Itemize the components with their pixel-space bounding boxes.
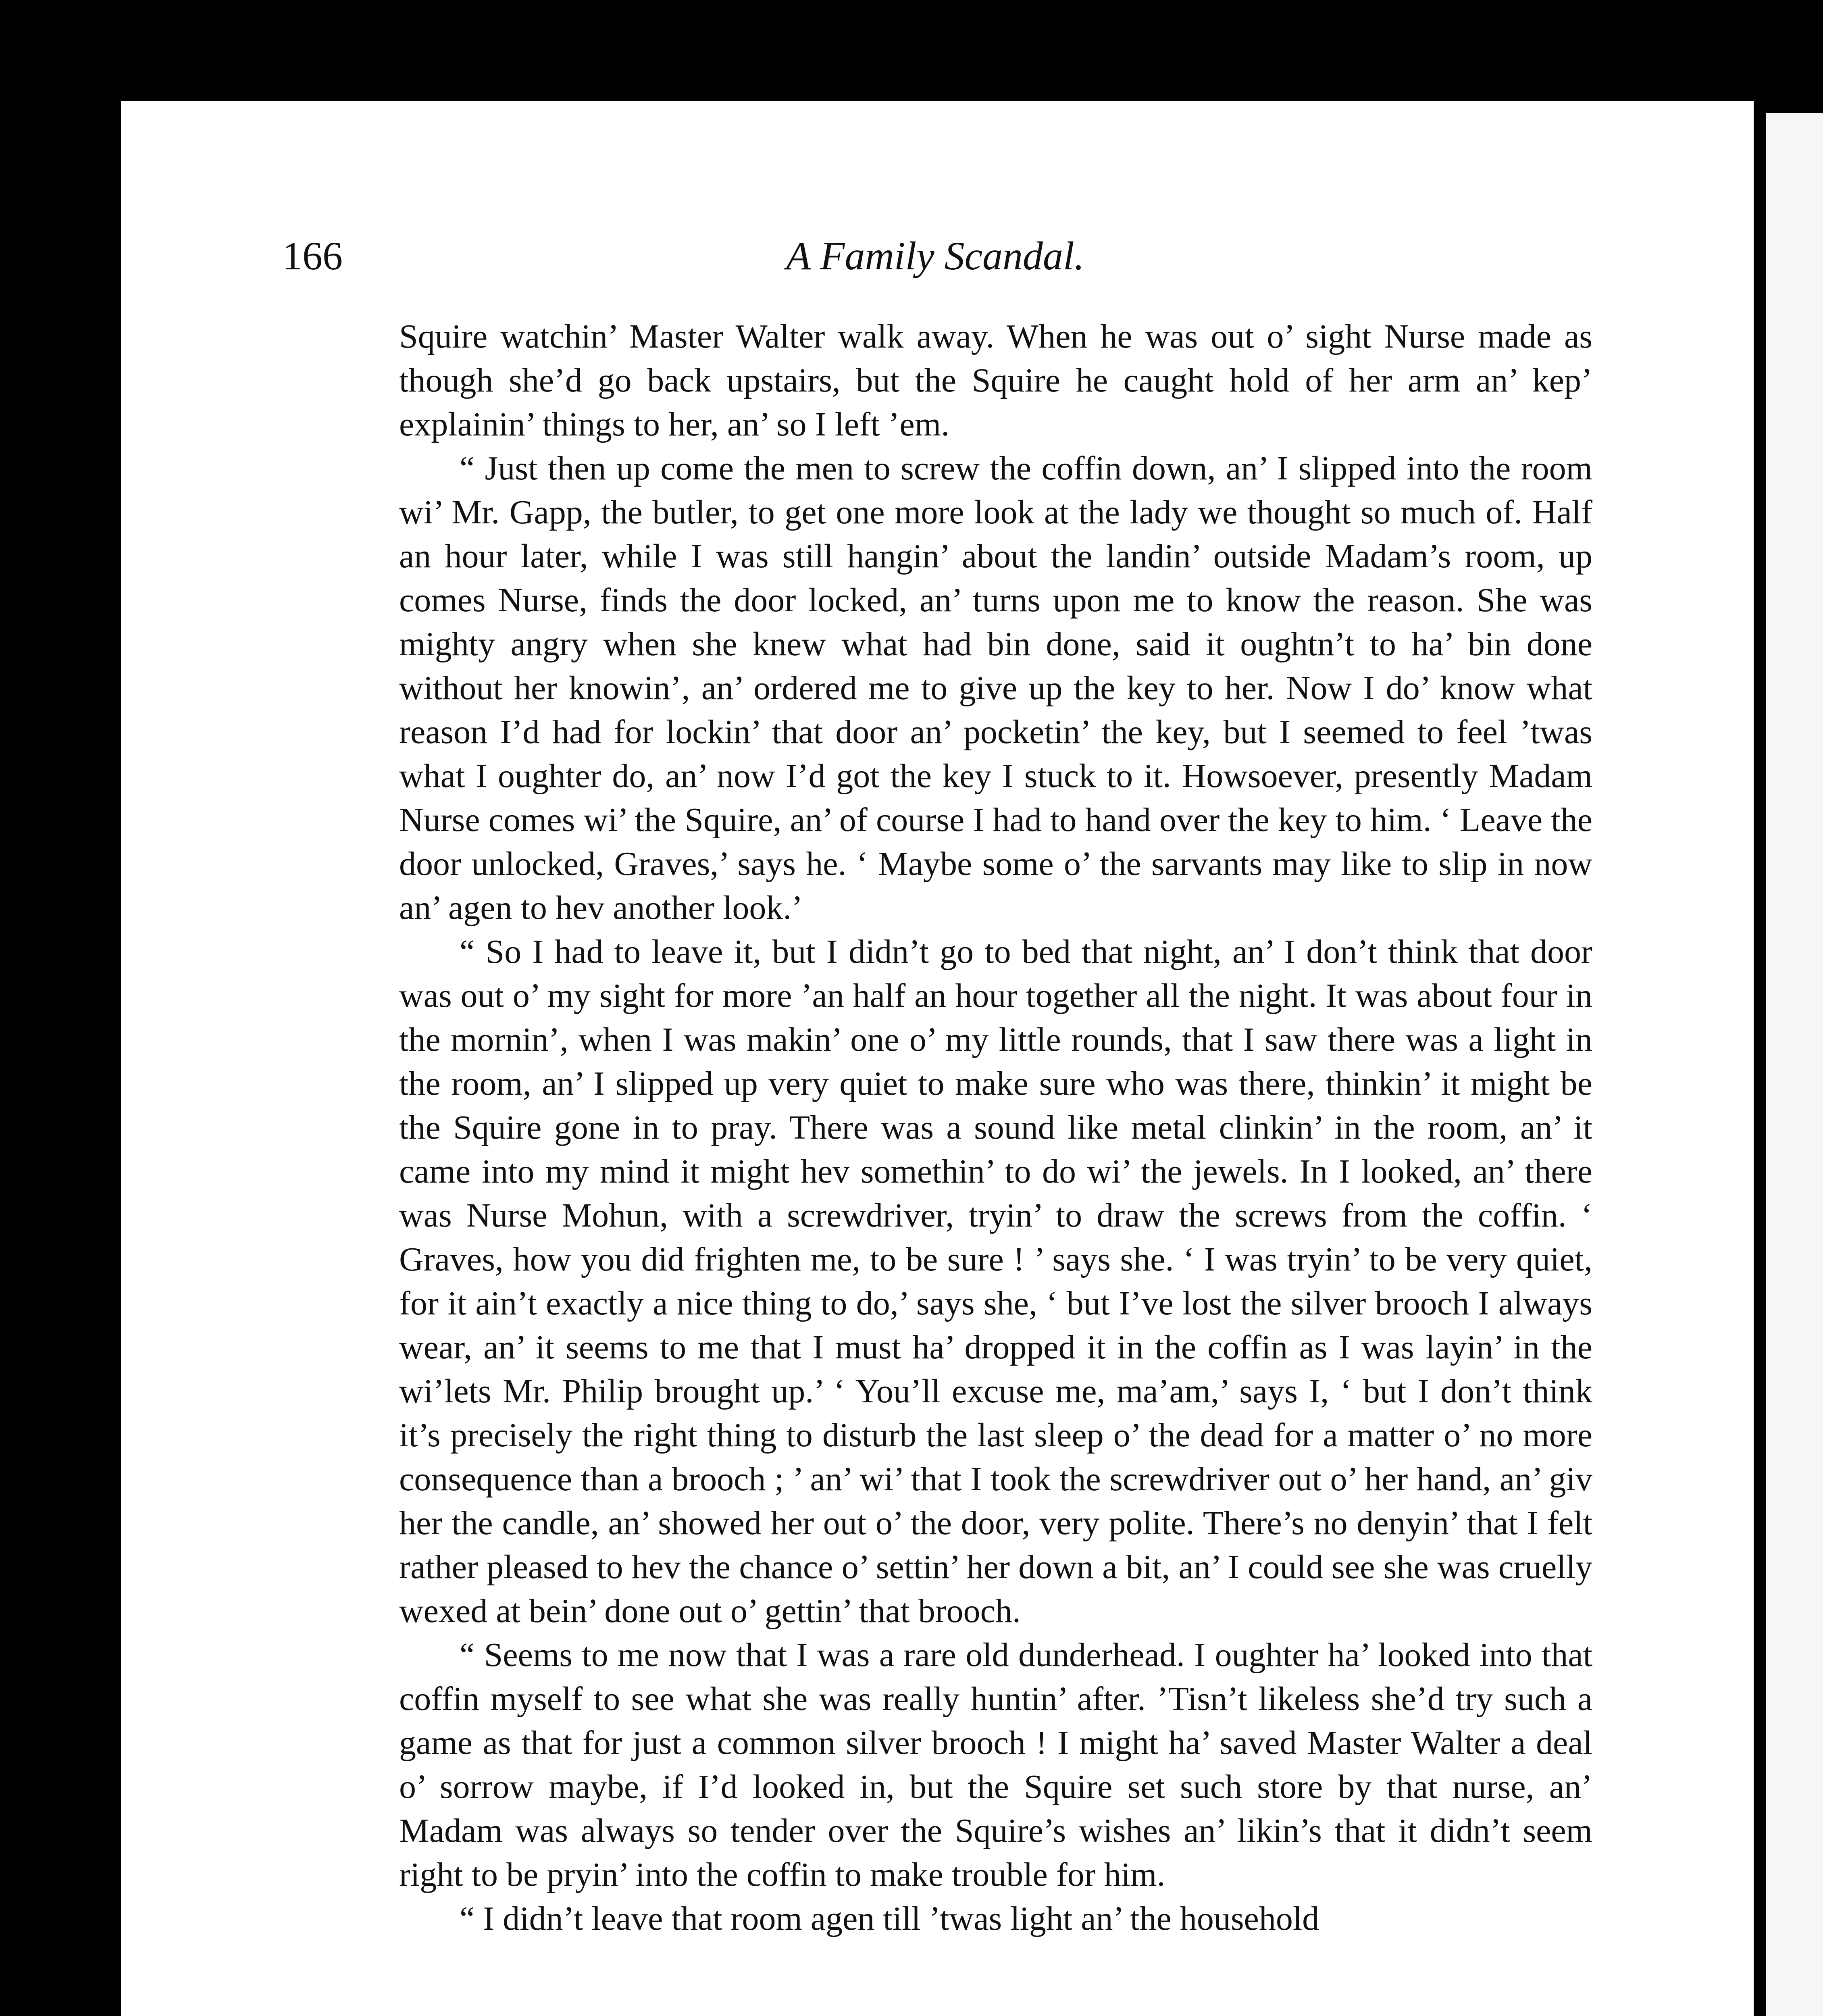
running-head [282,226,1588,286]
next-page-edge [1766,113,1823,2016]
paragraph: Squire watchin’ Master Walter walk away. When he was out o’ sight Nurse made as though she’d go back upstairs, but the Squire he caught hold of her arm an’ kep’ explainin’ things to her, an’ so I left ’em. [399,318,1592,443]
paragraph: “ Seems to me now that I was a rare old dunderhead. I oughter ha’ looked into that coffin myself to see what she was really huntin’ after. ’Tisn’t likeless she’d try such a game as that for just a common silver brooch ! I might ha’ saved Master Walter a deal o’ sorrow maybe, if I’d looked in, but the Squire set such store by that nurse, an’ Madam was always so tender over the Squire’s wishes an’ likin’s that it didn’t seem right to be pryin’ into the coffin to make trouble for him. [399,1636,1592,1893]
paragraph: “ Just then up come the men to screw the coffin down, an’ I slipped into the room wi’ Mr. Gapp, the butler, to get one more look at the lady we thought so much of. Half an hour later, while I was still hangin’ about the landin’ outside Madam’s room, up comes Nurse, finds the door locked, an’ turns upon me to know the reason. She was mighty angry when she knew what had bin done, said it oughtn’t to ha’ bin done without her knowin’, an’ ordered me to give up the key to her. Now I do’ know what reason I’d had for lockin’ that door an’ pocketin’ the key, but I seemed to feel ’twas what I oughter do, an’ now I’d got the key I stuck to it. Howsoever, presently Madam Nurse comes wi’ the Squire, an’ of course I had to hand over the key to him. ‘ Leave the door unlocked, Graves,’ says he. ‘ Maybe some o’ the sarvants may like to slip in now an’ agen to hev another look.’ [399,450,1592,927]
paragraph: “ I didn’t leave that room agen till ’twas light an’ the household [460,1900,1319,1937]
body-text [399,314,1592,1941]
running-title: A Family Scandal. [786,233,1084,278]
page-number: 166 [282,233,343,278]
paragraph: “ So I had to leave it, but I didn’t go to bed that night, an’ I don’t think that door was out o’ my sight for more ’an half an hour together all the night. It was about four in the mornin’, when I was makin’ one o’ my little rounds, that I saw there was a light in the room, an’ I slipped up very quiet to make sure who was there, thinkin’ it might be the Squire gone in to pray. There was a sound like metal clinkin’ in the room, an’ it came into my mind it might hev somethin’ to do wi’ the jewels. In I looked, an’ there was Nurse Mohun, with a screwdriver, tryin’ to draw the screws from the coffin. ‘ Graves, how you did frighten me, to be sure ! ’ says she. ‘ I was tryin’ to be very quiet, for it ain’t exactly a nice thing to do,’ says she, ‘ but I’ve lost the silver brooch I always wear, an’ it seems to me that I must ha’ dropped it in the coffin as I was layin’ in the wi’lets Mr. Philip brought up.’ ‘ You’ll excuse me, ma’am,’ says I, ‘ but I don’t think it’s precisely the right thing to disturb the last sleep o’ the dead for a matter o’ no more consequence than a brooch ; ’ an’ wi’ that I took the screwdriver out o’ her hand, an’ giv her the candle, an’ showed her out o’ the door, very polite. There’s no denyin’ that I felt rather pleased to hev the chance o’ settin’ her down a bit, an’ I could see she was cruelly wexed at bein’ done out o’ gettin’ that brooch. [399,933,1592,1630]
